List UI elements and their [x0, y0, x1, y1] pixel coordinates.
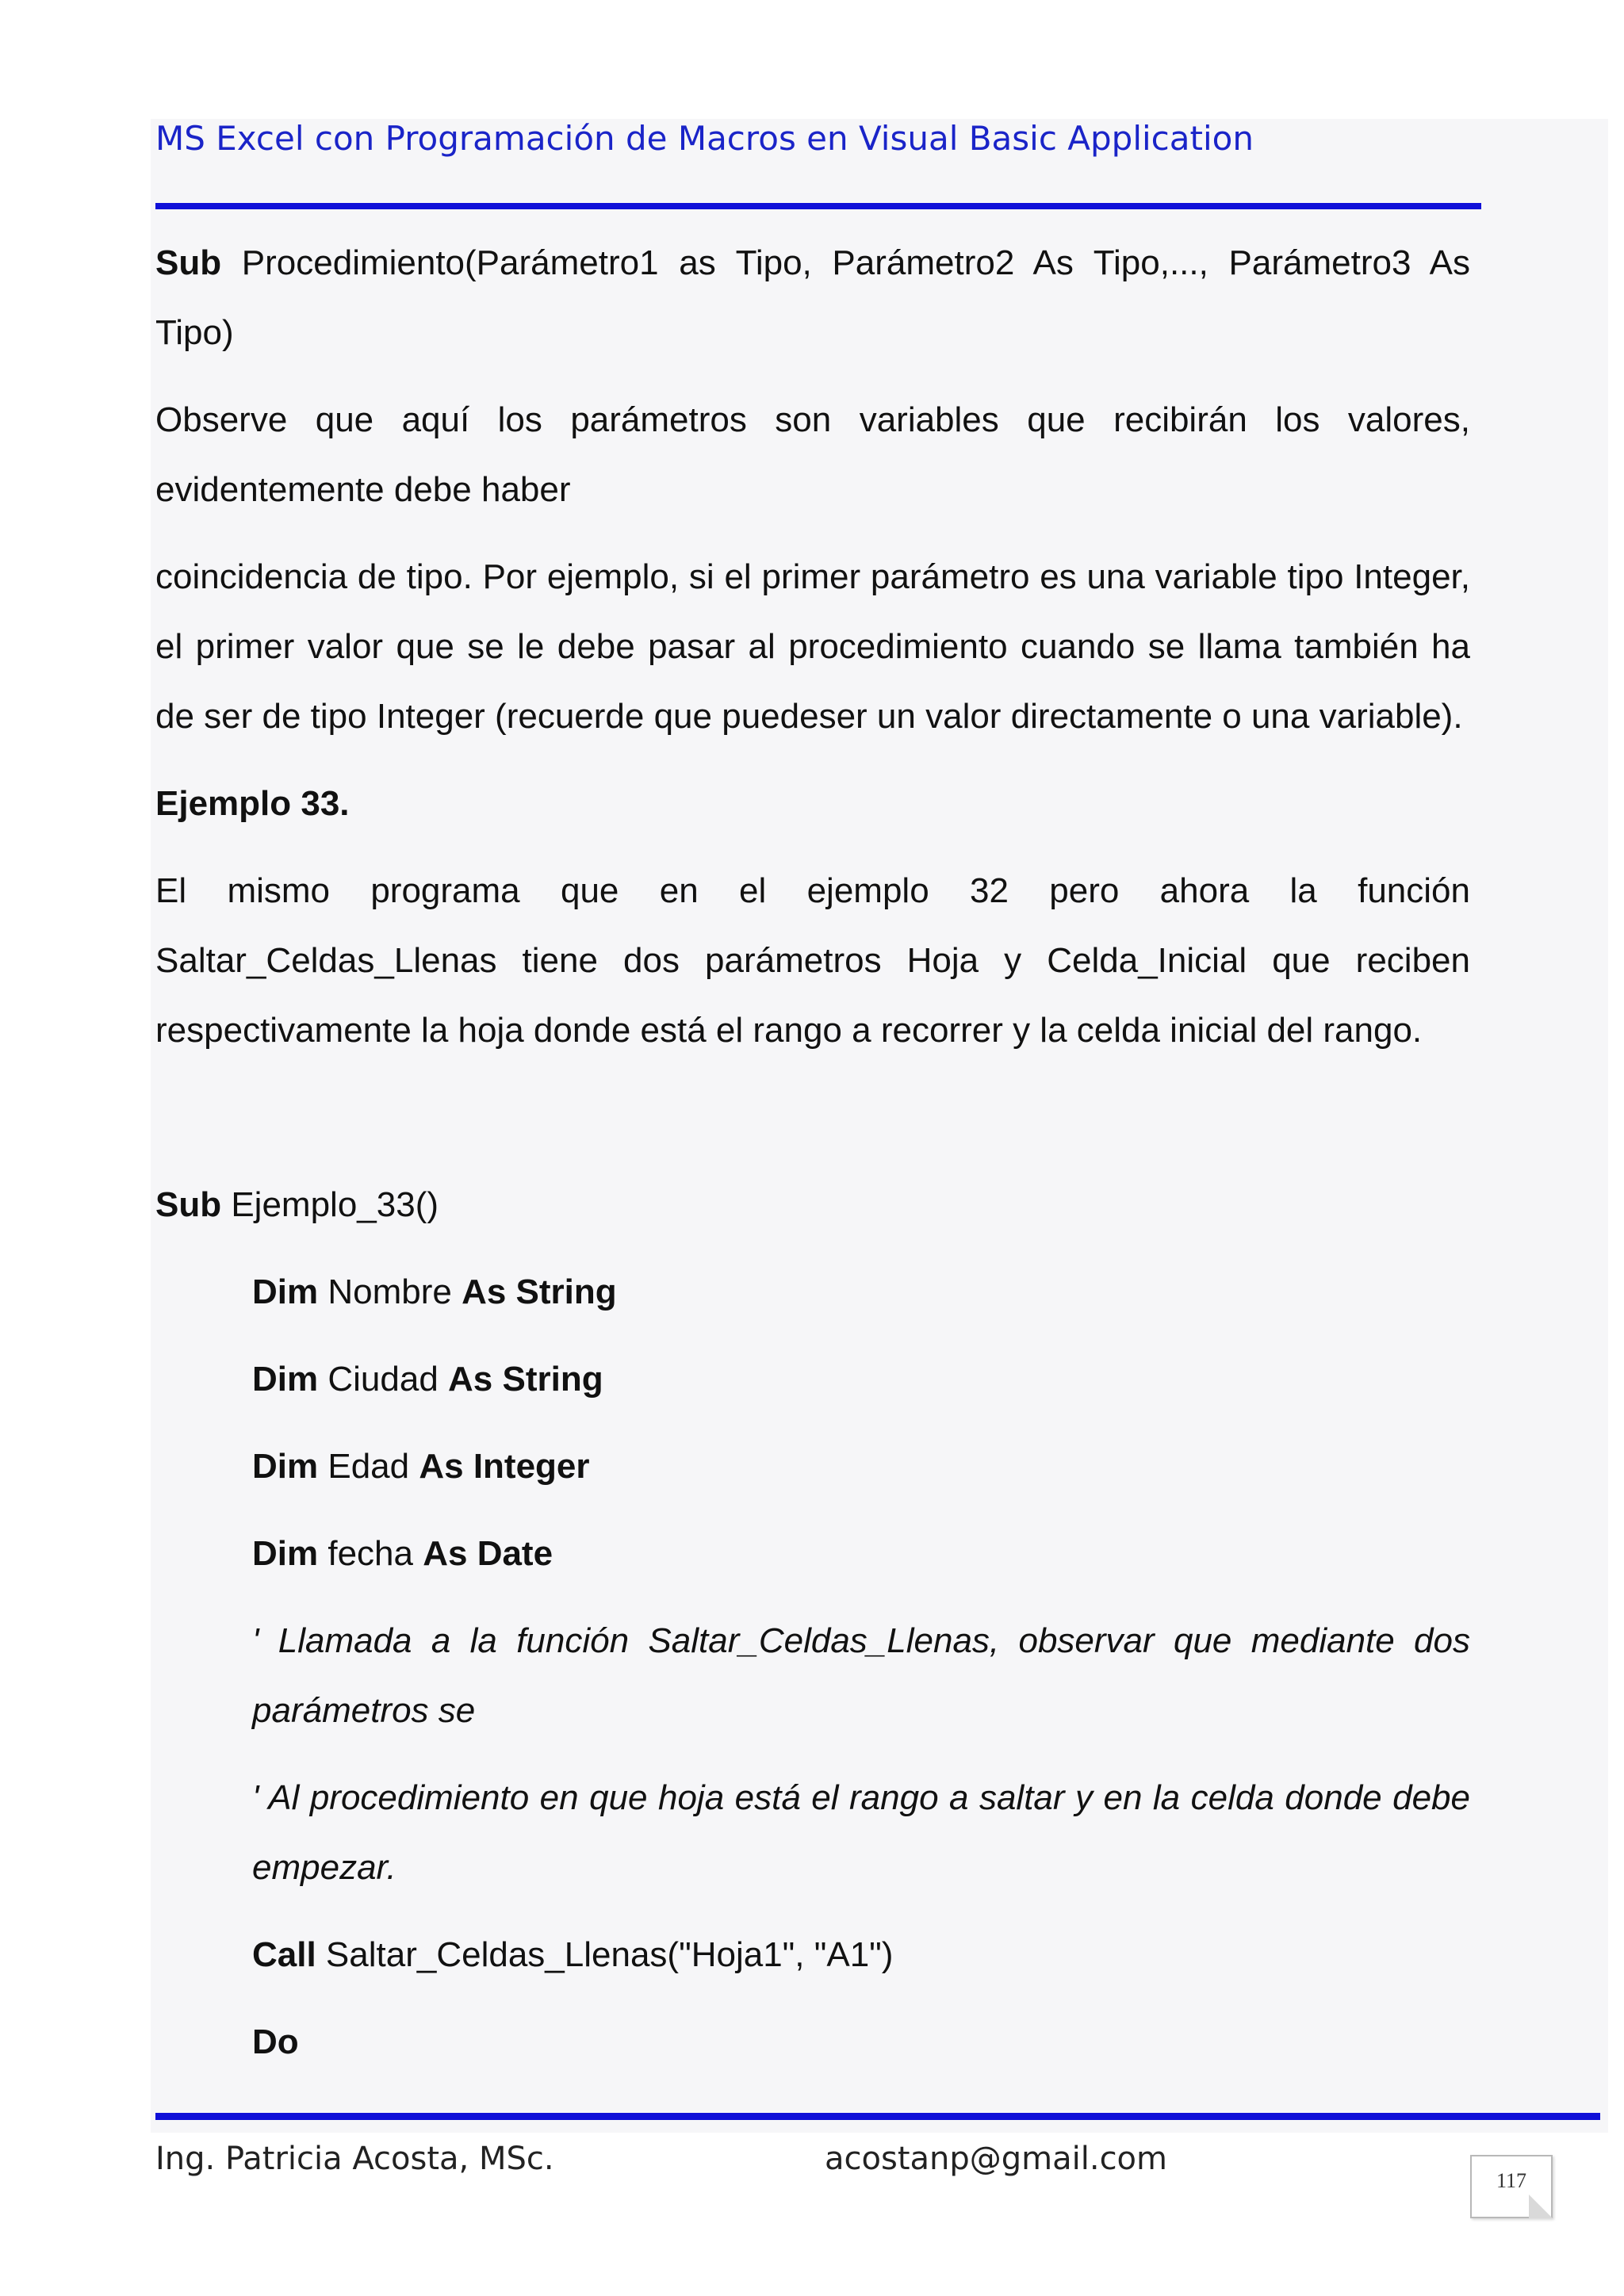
type-keyword: As Date	[423, 1534, 553, 1573]
page-number: 117	[1496, 2169, 1527, 2192]
code-dim-line	[155, 1345, 1470, 1414]
keyword-do: Do	[252, 2022, 299, 2061]
header-rule	[155, 203, 1481, 209]
code-comment-2: ' Al procedimiento en que hoja está el rango a saltar y en la celda donde debe empezar.	[252, 1778, 1470, 1887]
type-keyword: As String	[462, 1272, 617, 1311]
code-call-line	[155, 1920, 1470, 1990]
code-comment-1: ' Llamada a la función Saltar_Celdas_Llenas, observar que mediante dos parámetros se	[252, 1621, 1470, 1730]
var-name: Edad	[318, 1447, 419, 1486]
header-title: MS Excel con Programación de Macros en Visual Basic Application	[155, 119, 1254, 158]
signature-text: Procedimiento(Parámetro1 as Tipo, Parámetro2 As Tipo,..., Parámetro3 As Tipo)	[155, 243, 1470, 352]
page-content	[155, 228, 1470, 2095]
code-dim-line	[155, 1519, 1470, 1589]
footer-rule	[155, 2113, 1600, 2120]
code-dim-line	[155, 1432, 1470, 1502]
paragraph-1: Observe que aquí los parámetros son variables que recibirán los valores, evidentemente debe haber	[155, 400, 1470, 509]
example-heading: Ejemplo 33.	[155, 784, 350, 823]
var-name: Ciudad	[318, 1360, 449, 1399]
code-dim-line	[155, 1257, 1470, 1327]
code-sub-line	[155, 1170, 1470, 1240]
type-keyword: As Integer	[419, 1447, 590, 1486]
keyword-dim: Dim	[252, 1360, 319, 1399]
var-name: Nombre	[318, 1272, 462, 1311]
keyword-call: Call	[252, 1935, 316, 1974]
footer-email: acostanp@gmail.com	[825, 2141, 1167, 2177]
page-number-box	[1470, 2155, 1553, 2218]
keyword-sub: Sub	[155, 243, 222, 282]
keyword-dim: Dim	[252, 1534, 319, 1573]
footer-author: Ing. Patricia Acosta, MSc.	[155, 2141, 554, 2177]
keyword-sub: Sub	[155, 1185, 222, 1224]
paragraph-3: El mismo programa que en el ejemplo 32 pero ahora la función Saltar_Celdas_Llenas tiene dos parámetros Hoja y Celda_Inicial que reciben respectivamente la hoja donde está el rango a recorrer y la celda inicial del rango.	[155, 871, 1470, 1050]
code-do-line	[155, 2007, 1470, 2077]
call-text: Saltar_Celdas_Llenas("Hoja1", "A1")	[316, 1935, 894, 1974]
keyword-dim: Dim	[252, 1272, 319, 1311]
procedure-signature	[155, 228, 1470, 368]
sub-name: Ejemplo_33()	[221, 1185, 439, 1224]
blank-spacer	[155, 1083, 1470, 1170]
keyword-dim: Dim	[252, 1447, 319, 1486]
var-name: fecha	[318, 1534, 423, 1573]
type-keyword: As String	[448, 1360, 603, 1399]
paragraph-2: coincidencia de tipo. Por ejemplo, si el primer parámetro es una variable tipo Integer, el primer valor que se le debe pasar al procedimiento cuando se llama también ha de ser de tipo Integer (recuerde que puedeser un valor directamente o una variable).	[155, 557, 1470, 736]
page-fold-icon	[1529, 2195, 1553, 2218]
